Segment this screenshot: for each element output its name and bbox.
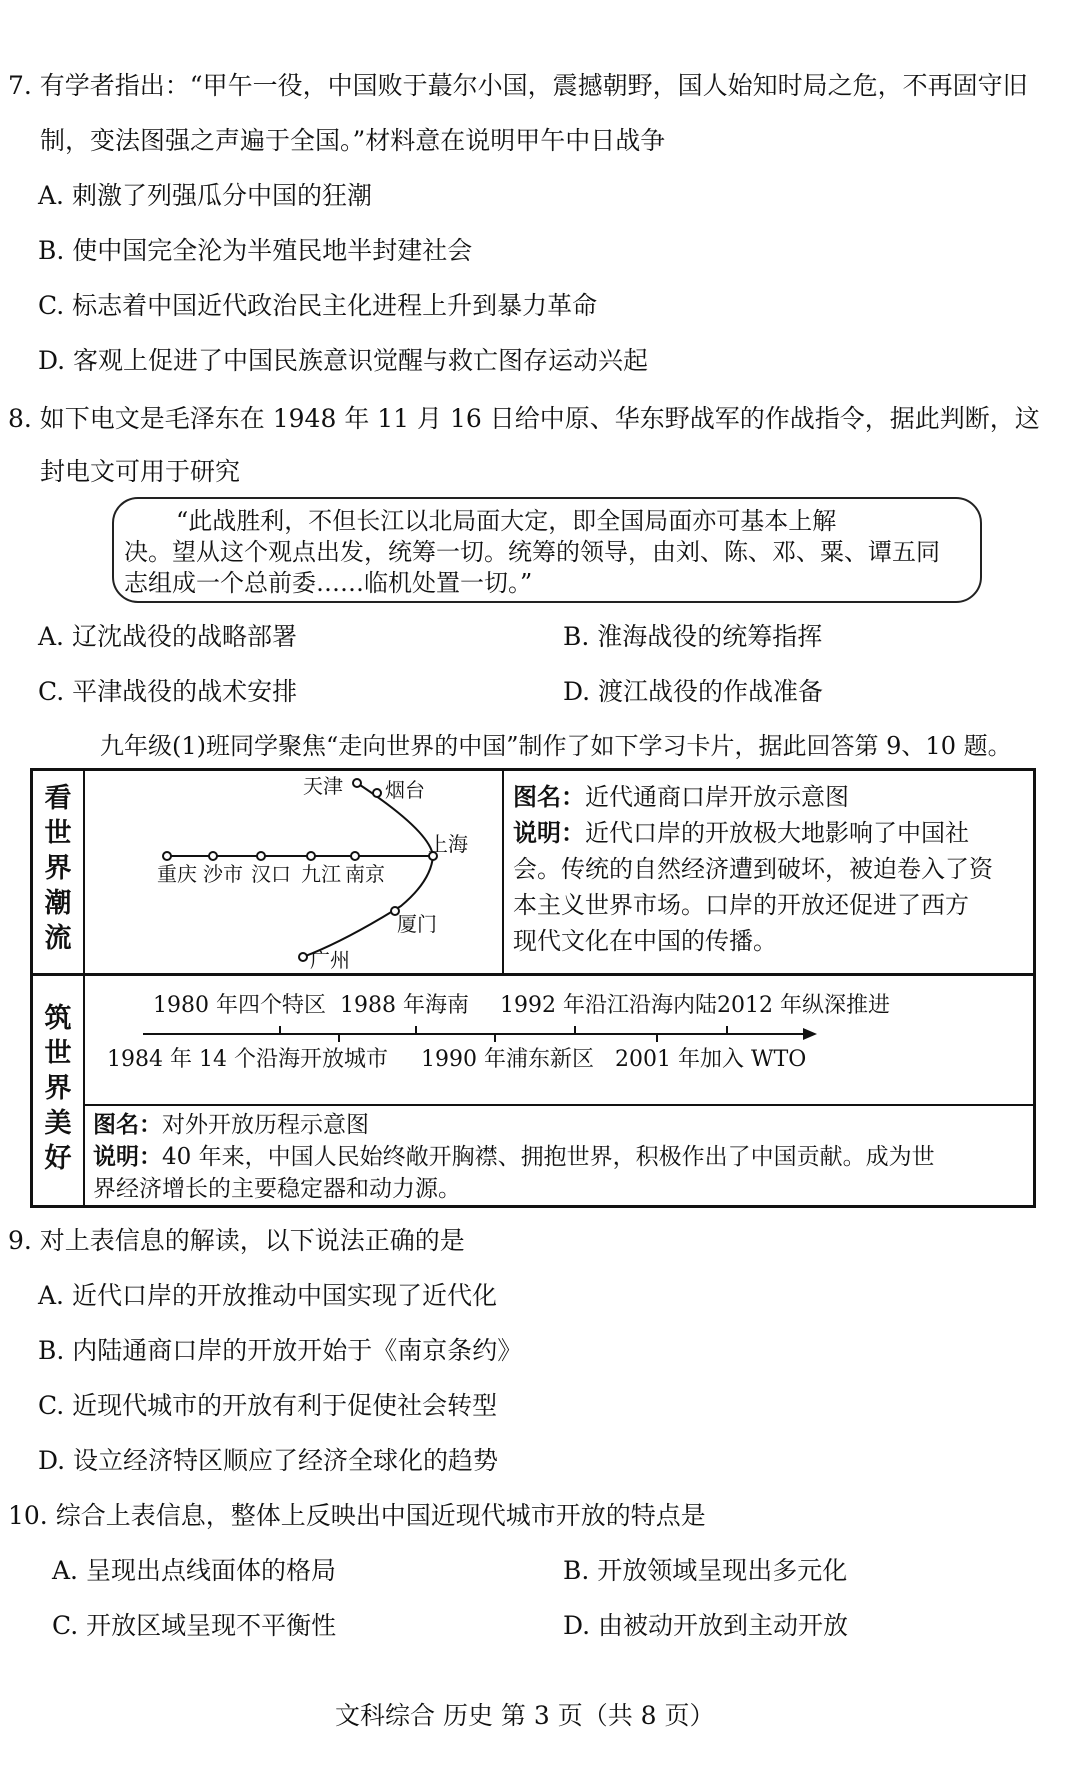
shashi-point (209, 852, 217, 860)
q8-stem-line1: 8. 如下电文是毛泽东在 1948 年 11 月 16 日给中原、华东野战军的作战指令，据此判断，这 (8, 404, 1040, 433)
map-desc-line4: 现代文化在中国的传播。 (513, 927, 777, 955)
q8-option-d: D. 渡江战役的作战准备 (563, 677, 824, 706)
label-yantai: 烟台 (385, 778, 425, 802)
hankou-point (257, 852, 265, 860)
nanjing-point (351, 852, 359, 860)
row1-title: 看世界潮流 (44, 783, 72, 954)
map-desc-line1: 说明：近代口岸的开放极大地影响了中国社 (513, 818, 969, 847)
q8-stem-line2: 封电文可用于研究 (40, 457, 241, 486)
timeline-1980: 1980 年四个特区 (153, 993, 326, 1018)
q10-option-d: D. 由被动开放到主动开放 (563, 1611, 849, 1640)
learning-card (30, 768, 1036, 1208)
q8-option-c: C. 平津战役的战术安排 (38, 677, 298, 706)
card-divider-map-text (502, 771, 504, 973)
label-xiamen: 厦门 (397, 912, 437, 936)
label-guangzhou: 广州 (310, 948, 350, 972)
page-footer: 文科综合 历史 第 3 页（共 8 页） (335, 1701, 715, 1730)
treaty-port-map (85, 771, 502, 973)
timeline-desc-line1: 说明：40 年来，中国人民始终敞开胸襟、拥抱世界，积极作出了中国贡献。成为世 (93, 1143, 935, 1170)
card-intro: 九年级(1)班同学聚焦“走向世界的中国”制作了如下学习卡片，据此回答第 9、10 题。 (100, 732, 1012, 760)
q8-option-a: A. 辽沈战役的战略部署 (38, 622, 297, 651)
q10-stem: 10. 综合上表信息，整体上反映出中国近现代城市开放的特点是 (8, 1501, 706, 1530)
timeline-1990: 1990 年浦东新区 (421, 1047, 594, 1072)
telegram-quote-box (112, 497, 982, 603)
map-description (513, 779, 1028, 959)
quote-line-1: “此战胜利，不但长江以北局面大定，即全国局面亦可基本上解 (176, 507, 837, 535)
timeline-caption: 图名：对外开放历程示意图 (93, 1111, 369, 1138)
row2-title: 筑世界美好 (44, 1003, 72, 1174)
label-tianjin: 天津 (303, 774, 343, 798)
timeline-1984: 1984 年 14 个沿海开放城市 (107, 1047, 388, 1072)
map-desc-line3: 本主义世界市场。口岸的开放还促进了西方 (513, 891, 969, 919)
q9-option-c: C. 近现代城市的开放有利于促使社会转型 (38, 1391, 498, 1420)
timeline-desc-line2: 界经济增长的主要稳定器和动力源。 (93, 1176, 461, 1202)
q9-option-a: A. 近代口岸的开放推动中国实现了近代化 (38, 1281, 497, 1310)
chongqing-point (163, 852, 171, 860)
label-shanghai: 上海 (428, 832, 468, 856)
label-hankou: 汉口 (251, 862, 291, 886)
opening-timeline (85, 976, 1033, 1104)
quote-line-2: 决。望从这个观点出发，统筹一切。统筹的领导，由刘、陈、邓、粟、谭五同 (124, 538, 940, 566)
quote-line-3: 志组成一个总前委……临机处置一切。” (124, 569, 533, 597)
q10-option-c: C. 开放区域呈现不平衡性 (52, 1611, 337, 1640)
label-shashi: 沙市 (203, 862, 243, 886)
timeline-1988: 1988 年海南 (340, 993, 469, 1018)
tianjin-point (353, 779, 361, 787)
timeline-2001: 2001 年加入 WTO (615, 1047, 807, 1072)
q9-stem: 9. 对上表信息的解读，以下说法正确的是 (8, 1226, 465, 1255)
q7-option-c: C. 标志着中国近代政治民主化进程上升到暴力革命 (38, 291, 598, 320)
q7-option-d: D. 客观上促进了中国民族意识觉醒与救亡图存运动兴起 (38, 346, 649, 375)
q8-option-b: B. 淮海战役的统筹指挥 (563, 622, 823, 651)
timeline-2012: 2012 年纵深推进 (717, 993, 890, 1018)
guangzhou-point (299, 953, 307, 961)
timeline-1992: 1992 年沿江沿海内陆 (500, 993, 717, 1018)
card-divider-timeline (85, 1104, 1033, 1106)
label-nanjing: 南京 (345, 862, 385, 886)
label-jiujiang: 九江 (301, 862, 341, 886)
jiujiang-point (307, 852, 315, 860)
q10-option-a: A. 呈现出点线面体的格局 (52, 1556, 336, 1585)
q7-option-b: B. 使中国完全沦为半殖民地半封建社会 (38, 236, 473, 265)
timeline-arrow (803, 1028, 817, 1040)
map-desc-line2: 会。传统的自然经济遭到破坏，被迫卷入了资 (513, 855, 993, 883)
yantai-point (373, 789, 381, 797)
q7-option-a: A. 刺激了列强瓜分中国的狂潮 (38, 181, 372, 210)
label-chongqing: 重庆 (157, 862, 197, 886)
q9-option-d: D. 设立经济特区顺应了经济全球化的趋势 (38, 1446, 499, 1475)
q7-stem-line1: 7. 有学者指出：“甲午一役，中国败于蕞尔小国，震撼朝野，国人始知时局之危，不再固守旧 (8, 71, 1028, 100)
q9-option-b: B. 内陆通商口岸的开放开始于《南京条约》 (38, 1336, 523, 1365)
q7-stem-line2: 制，变法图强之声遍于全国。”材料意在说明甲午中日战争 (40, 126, 666, 155)
map-caption: 图名：近代通商口岸开放示意图 (513, 782, 849, 811)
q10-option-b: B. 开放领域呈现出多元化 (563, 1556, 848, 1585)
timeline-description (93, 1109, 1028, 1205)
